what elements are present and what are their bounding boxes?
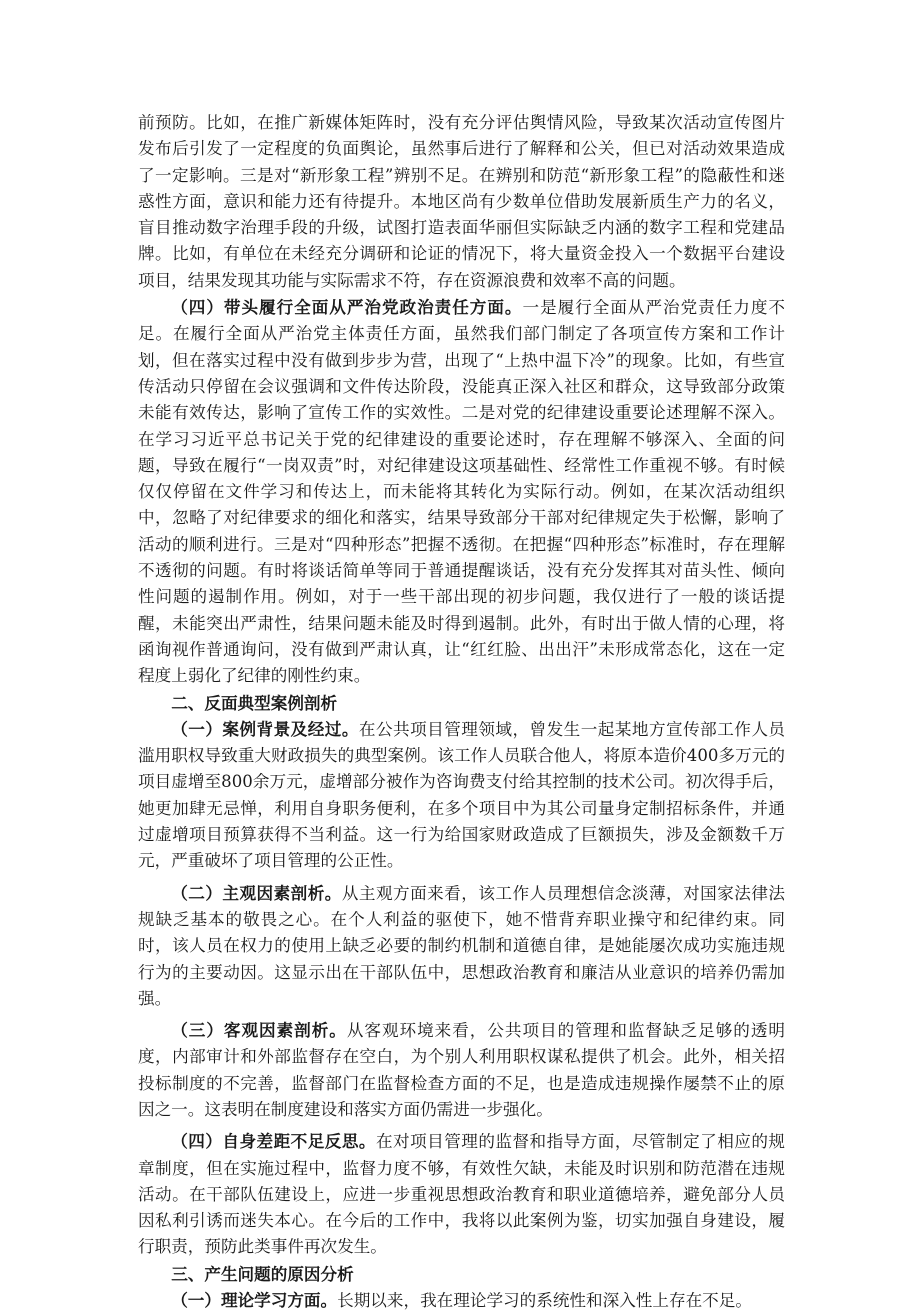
paragraph-objective-factors	[138, 1017, 785, 1123]
paragraph-text: 在公共项目管理领域，曾发生一起某地方宣传部工作人员滥用职权导致重大财政损失的典型案例。该工作人员联合他人，将原本造价400多万元的项目虚增至800余万元，虚增部分被作为咨询费支付给其控制的技术公司。初次得手后，她更加肆无忌惮，利用自身职务便利，在多个项目中为其公司量身定制招标条件，并通过虚增项目预算获得不当利益。这一行为给国家财政造成了巨额损失，涉及金额数千万元，严重破坏了项目管理的公正性。	[138, 719, 786, 871]
paragraph-lead: （三）客观因素剖析。	[171, 1020, 347, 1041]
paragraph-new-image-project	[138, 110, 785, 294]
paragraph-lead: （二）主观因素剖析。	[171, 882, 342, 903]
paragraph-text: 长期以来，我在理论学习的系统性和深入性上存在不足。	[337, 1291, 752, 1311]
paragraph-text: 从主观方面来看，该工作人员理想信念淡薄，对国家法律法规缺乏基本的敬畏之心。在个人利益的驱使下，她不惜背弃职业操守和纪律约束。同时，该人员在权力的使用上缺乏必要的制约机制和道德自律，是她能屡次成功实施违规行为的主要动因。这显示出在干部队伍中，思想政治教育和廉洁从业意识的培养仍需加强。	[138, 883, 786, 1008]
paragraph-lead: （一）案例背景及经过。	[171, 718, 359, 739]
paragraph-text: 一是履行全面从严治党责任力度不足。在履行全面从严治党主体责任方面，虽然我们部门制定了各项宣传方案和工作计划，但在落实过程中没有做到步步为营，出现了“上热中温下冷”的现象。比如，有些宣传活动只停留在会议强调和文件传达阶段，没能真正深入社区和群众，这导致部分政策未能有效传达，影响了宣传工作的实效性。二是对党的纪律建设重要论述理解不深入。在学习习近平总书记关于党的纪律建设的重要论述时，存在理解不够深入、全面的问题，导致在履行“一岗双责”时，对纪律建设这项基础性、经常性工作重视不够。有时候仅仅停留在文件学习和传达上，而未能将其转化为实际行动。例如，在某次活动组织中，忽略了对纪律要求的细化和落实，结果导致部分干部对纪律规定失于松懈，影响了活动的顺利进行。三是对“四种形态”把握不透彻。在把握“四种形态”标准时，存在理解不透彻的问题。有时将谈话简单等同于普通提醒谈话，没有充分发挥其对苗头性、倾向性问题的遏制作用。例如，对于一些干部出现的初步问题，我仅进行了一般的谈话提醒，未能突出严肃性，结果问题未能及时得到遏制。此外，有时出于做人情的心理，将函询视作普通询问，没有做到严肃认真，让“红红脸、出出汗”未形成常态化，这在一定程度上弱化了纪律的刚性约束。	[138, 298, 786, 686]
paragraph-self-reflection	[138, 1128, 785, 1260]
paragraph-text: 从客观环境来看，公共项目的管理和监督缺乏足够的透明度，内部审计和外部监督存在空白，为个别人利用职权谋私提供了机会。此外，相关招投标制度的不完善，监督部门在监督检查方面的不足，也是造成违规操作屡禁不止的原因之一。这表明在制度建设和落实方面仍需进一步强化。	[138, 1021, 786, 1119]
section-heading-cause-analysis: 三、产生问题的原因分析	[171, 1263, 354, 1284]
paragraph-lead: （一）理论学习方面。	[171, 1290, 338, 1311]
paragraph-party-responsibility	[138, 294, 785, 689]
paragraph-text: 前预防。比如，在推广新媒体矩阵时，没有充分评估舆情风险，导致某次活动宣传图片发布后引发了一定程度的负面舆论，虽然事后进行了解释和公关，但已对活动效果造成了一定影响。三是对“新形象工程”辨别不足。在辨别和防范“新形象工程”的隐蔽性和迷惑性方面，意识和能力还有待提升。本地区尚有少数单位借助发展新质生产力的名义，盲目推动数字治理手段的升级，试图打造表面华丽但实际缺乏内涵的数字工程和党建品牌。比如，有单位在未经充分调研和论证的情况下，将大量资金投入一个数据平台建设项目，结果发现其功能与实际需求不符，存在资源浪费和效率不高的问题。	[138, 113, 785, 290]
section-heading-case-analysis: 二、反面典型案例剖析	[171, 692, 338, 713]
paragraph-text: 在对项目管理的监督和指导方面，尽管制定了相应的规章制度，但在实施过程中，监督力度不够，有效性欠缺，未能及时识别和防范潜在违规活动。在干部队伍建设上，应进一步重视思想政治教育和职业道德培养，避免部分人员因私利引诱而迷失本心。在今后的工作中，我将以此案例为鉴，切实加强自身建设，履行职责，预防此类事件再次发生。	[138, 1132, 786, 1257]
paragraph-subjective-factors	[138, 880, 785, 1012]
paragraph-lead: （四）自身差距不足反思。	[171, 1131, 376, 1152]
paragraph-lead: （四）带头履行全面从严治党政治责任方面。	[171, 297, 523, 318]
paragraph-case-background	[138, 716, 785, 875]
